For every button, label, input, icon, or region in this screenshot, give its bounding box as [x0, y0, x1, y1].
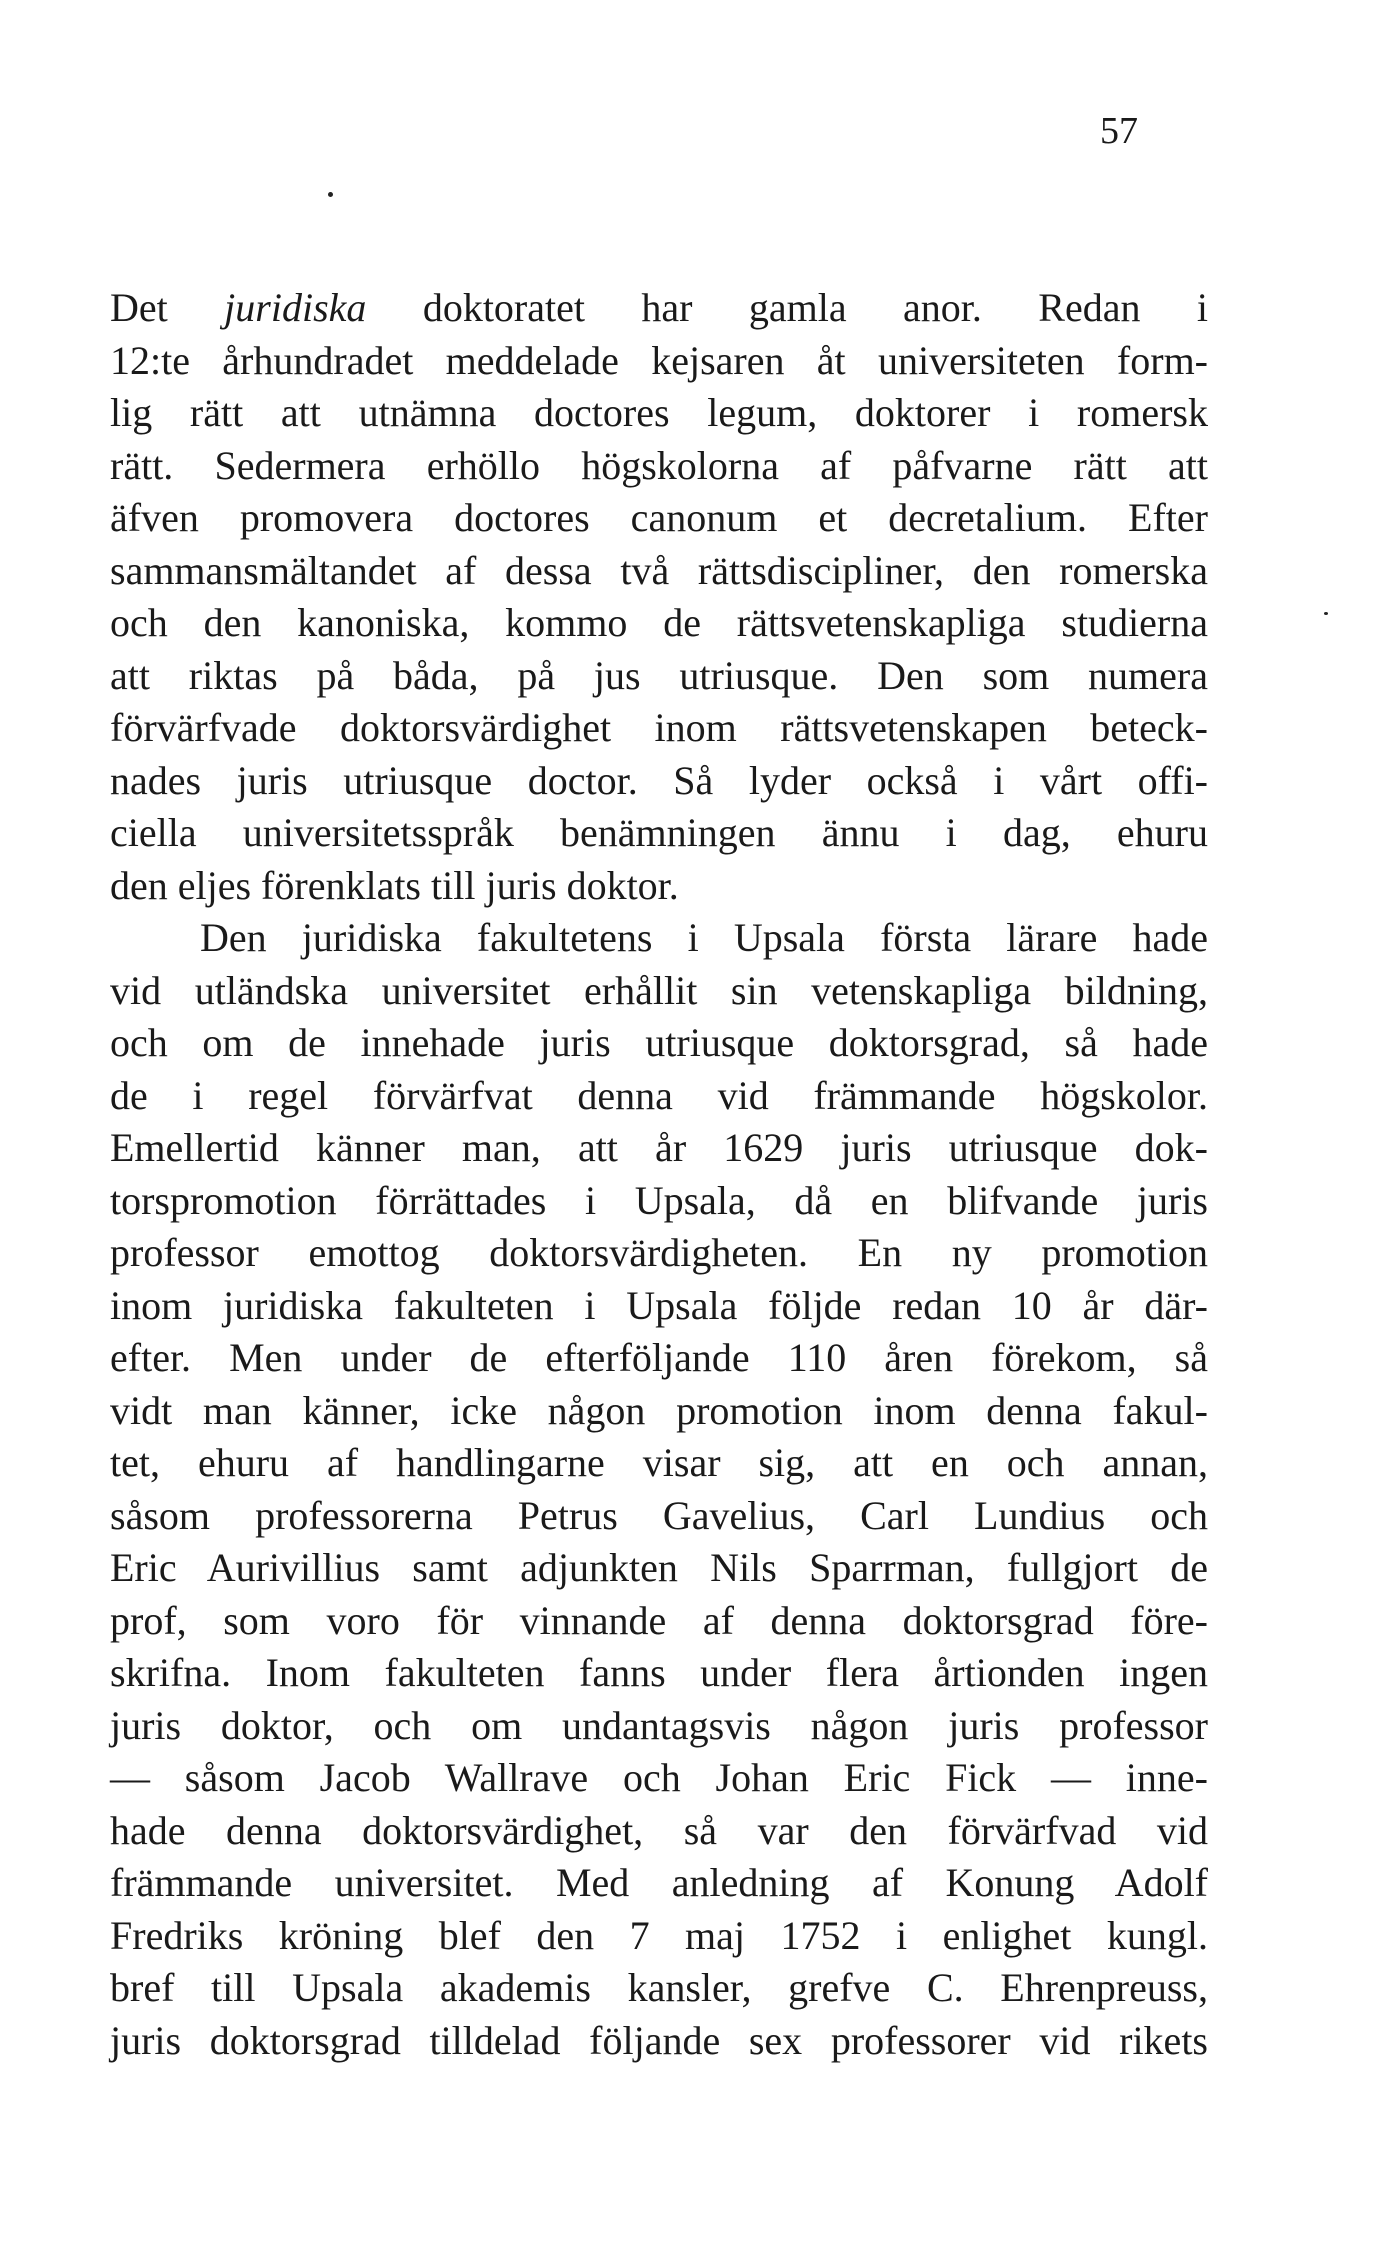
text-line: — såsom Jacob Wallrave och Johan Eric Fick — inne- — [110, 1755, 1208, 1800]
text-line: nades juris utriusque doctor. Så lyder också i vårt offi- — [110, 757, 1208, 803]
text-line: främmande universitet. Med anledning af Konung Adolf — [110, 1860, 1208, 1905]
text-line: vidt man känner, icke någon promotion inom denna fakul- — [110, 1387, 1208, 1433]
paragraph-1 — [110, 282, 1208, 912]
text-line: ciella universitetsspråk benämningen ännu i dag, ehuru — [110, 810, 1208, 855]
text-line: torspromotion förrättades i Upsala, då en blifvande juris — [110, 1177, 1208, 1223]
text-line: skrifna. Inom fakulteten fanns under flera årtionden ingen — [110, 1650, 1208, 1695]
print-speck — [1324, 612, 1328, 615]
text-line: prof, som voro för vinnande af denna doktorsgrad före- — [110, 1597, 1208, 1643]
text-line: Emellertid känner man, att år 1629 juris utriusque dok- — [110, 1125, 1208, 1170]
print-speck — [328, 192, 333, 197]
paragraph-2 — [110, 912, 1208, 2067]
text-line: vid utländska universitet erhållit sin vetenskapliga bildning, — [110, 967, 1208, 1013]
text-line: bref till Upsala akademis kansler, grefve C. Ehrenpreuss, — [110, 1965, 1208, 2010]
text-line: sammansmältandet af dessa två rättsdiscipliner, den romerska — [110, 547, 1208, 593]
text-line: äfven promovera doctores canonum et decretalium. Efter — [110, 495, 1208, 540]
page-number: 57 — [1100, 110, 1138, 152]
text-line: förvärfvade doktorsvärdighet inom rättsvetenskapen beteck- — [110, 705, 1208, 750]
text-line: och den kanoniska, kommo de rättsvetenskapliga studierna — [110, 600, 1208, 645]
text-line: juris doktorsgrad tilldelad följande sex professorer vid rikets — [110, 2017, 1208, 2063]
text-line: Den juridiska fakultetens i Upsala första lärare hade — [200, 915, 1208, 960]
text-line: Fredriks kröning blef den 7 maj 1752 i enlighet kungl. — [110, 1912, 1208, 1958]
text-line: lig rätt att utnämna doctores legum, doktorer i romersk — [110, 390, 1208, 435]
text-line: Eric Aurivillius samt adjunkten Nils Sparrman, fullgjort de — [110, 1545, 1208, 1590]
text-line: 12:te århundradet meddelade kejsaren åt universiteten form- — [110, 337, 1208, 383]
text-line: den eljes förenklats till juris doktor. — [110, 862, 679, 908]
text-line: de i regel förvärfvat denna vid främmande högskolor. — [110, 1072, 1208, 1118]
italic-term: juridiska — [224, 285, 367, 330]
text-line: Det juridiska doktoratet har gamla anor. Redan i — [110, 285, 1208, 330]
text-line: tet, ehuru af handlingarne visar sig, att en och annan, — [110, 1440, 1208, 1485]
text-line: efter. Men under de efterföljande 110 åren förekom, så — [110, 1335, 1208, 1380]
text-line: och om de innehade juris utriusque doktorsgrad, så hade — [110, 1020, 1208, 1065]
text-line: inom juridiska fakulteten i Upsala följde redan 10 år där- — [110, 1282, 1208, 1328]
body-text — [110, 282, 1208, 2067]
text-line: rätt. Sedermera erhöllo högskolorna af påfvarne rätt att — [110, 442, 1208, 488]
text-line: juris doktor, och om undantagsvis någon juris professor — [110, 1702, 1208, 1748]
text-line: såsom professorerna Petrus Gavelius, Carl Lundius och — [110, 1492, 1208, 1538]
text-line: att riktas på båda, på jus utriusque. Den som numera — [110, 652, 1208, 698]
text-line: professor emottog doktorsvärdigheten. En ny promotion — [110, 1230, 1208, 1275]
text-line: hade denna doktorsvärdighet, så var den förvärfvad vid — [110, 1807, 1208, 1853]
